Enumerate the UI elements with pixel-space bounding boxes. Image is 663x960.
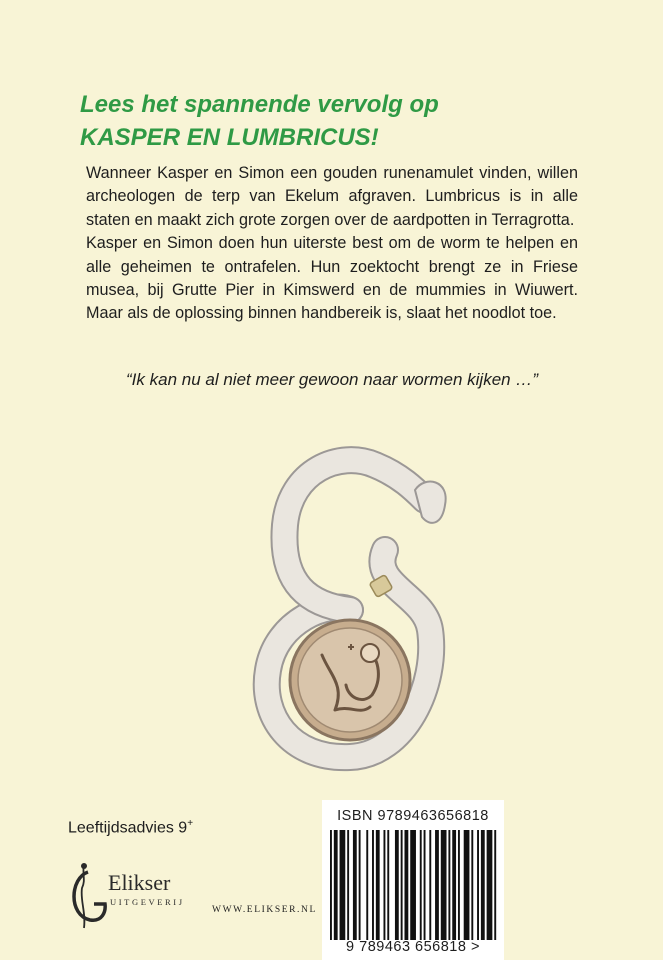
barcode-bar	[376, 830, 380, 940]
barcode-bar	[429, 830, 431, 940]
blurb-paragraph-1: Wanneer Kasper en Simon een gouden runenamulet vinden, willen archeologen de terp van Ekelum afgraven. Lumbricus is in alle staten en maakt zich grote zorgen over de aardpotten in Terragrotta.	[86, 164, 578, 229]
barcode-bar	[494, 830, 496, 940]
barcode-bar	[458, 830, 460, 940]
barcode-bar	[395, 830, 399, 940]
barcode-bar	[387, 830, 389, 940]
barcode-bar	[452, 830, 456, 940]
barcode-bar	[487, 830, 493, 940]
barcode-bar	[330, 830, 332, 940]
barcode-bar	[353, 830, 357, 940]
barcode-bar	[334, 830, 338, 940]
barcode-digits: 9 789463 656818 >	[346, 939, 480, 955]
blurb-paragraph-2: Kasper en Simon doen hun uiterste best om de worm te helpen en alle geheimen te ontrafelen. Hun zoektocht brengt ze in Friese musea, bij Grutte Pier in Kimswerd en de mummies in Wiuwert. Maar als de oplossing binnen handbereik is, slaat het noodlot toe.	[86, 234, 578, 323]
quote: “Ik kan nu al niet meer gewoon naar wormen kijken …”	[126, 370, 538, 389]
barcode-bar	[347, 830, 349, 940]
barcode-bar	[420, 830, 422, 940]
headline-line-1: Lees het spannende vervolg op	[80, 91, 439, 118]
headline	[80, 88, 620, 154]
barcode-block	[322, 800, 504, 960]
barcode-bar	[448, 830, 450, 940]
worm-amulet-illustration	[250, 435, 450, 780]
barcode-bar	[372, 830, 374, 940]
age-label: Leeftijdsadvies 9	[68, 819, 188, 837]
age-plus: +	[187, 818, 194, 829]
barcode-bar	[481, 830, 485, 940]
publisher-website: WWW.ELIKSER.NL	[212, 905, 317, 915]
barcode-bar	[435, 830, 439, 940]
barcode-bar	[340, 830, 346, 940]
barcode-bar	[424, 830, 426, 940]
barcode-bars	[330, 830, 500, 940]
barcode-bar	[366, 830, 368, 940]
isbn-label: ISBN 9789463656818	[337, 808, 489, 824]
barcode-bar	[359, 830, 361, 940]
barcode-bar	[464, 830, 470, 940]
headline-line-2: KASPER EN LUMBRICUS!	[80, 124, 379, 151]
barcode-bar	[471, 830, 473, 940]
barcode-bar	[401, 830, 403, 940]
barcode-bar	[441, 830, 447, 940]
barcode-bar	[477, 830, 479, 940]
publisher-subtitle: UITGEVERIJ	[110, 897, 185, 907]
publisher-name: Elikser	[108, 870, 171, 895]
age-recommendation	[68, 818, 193, 837]
barcode-bar	[383, 830, 385, 940]
barcode-bar	[410, 830, 416, 940]
blurb	[86, 162, 578, 326]
barcode-bar	[404, 830, 408, 940]
